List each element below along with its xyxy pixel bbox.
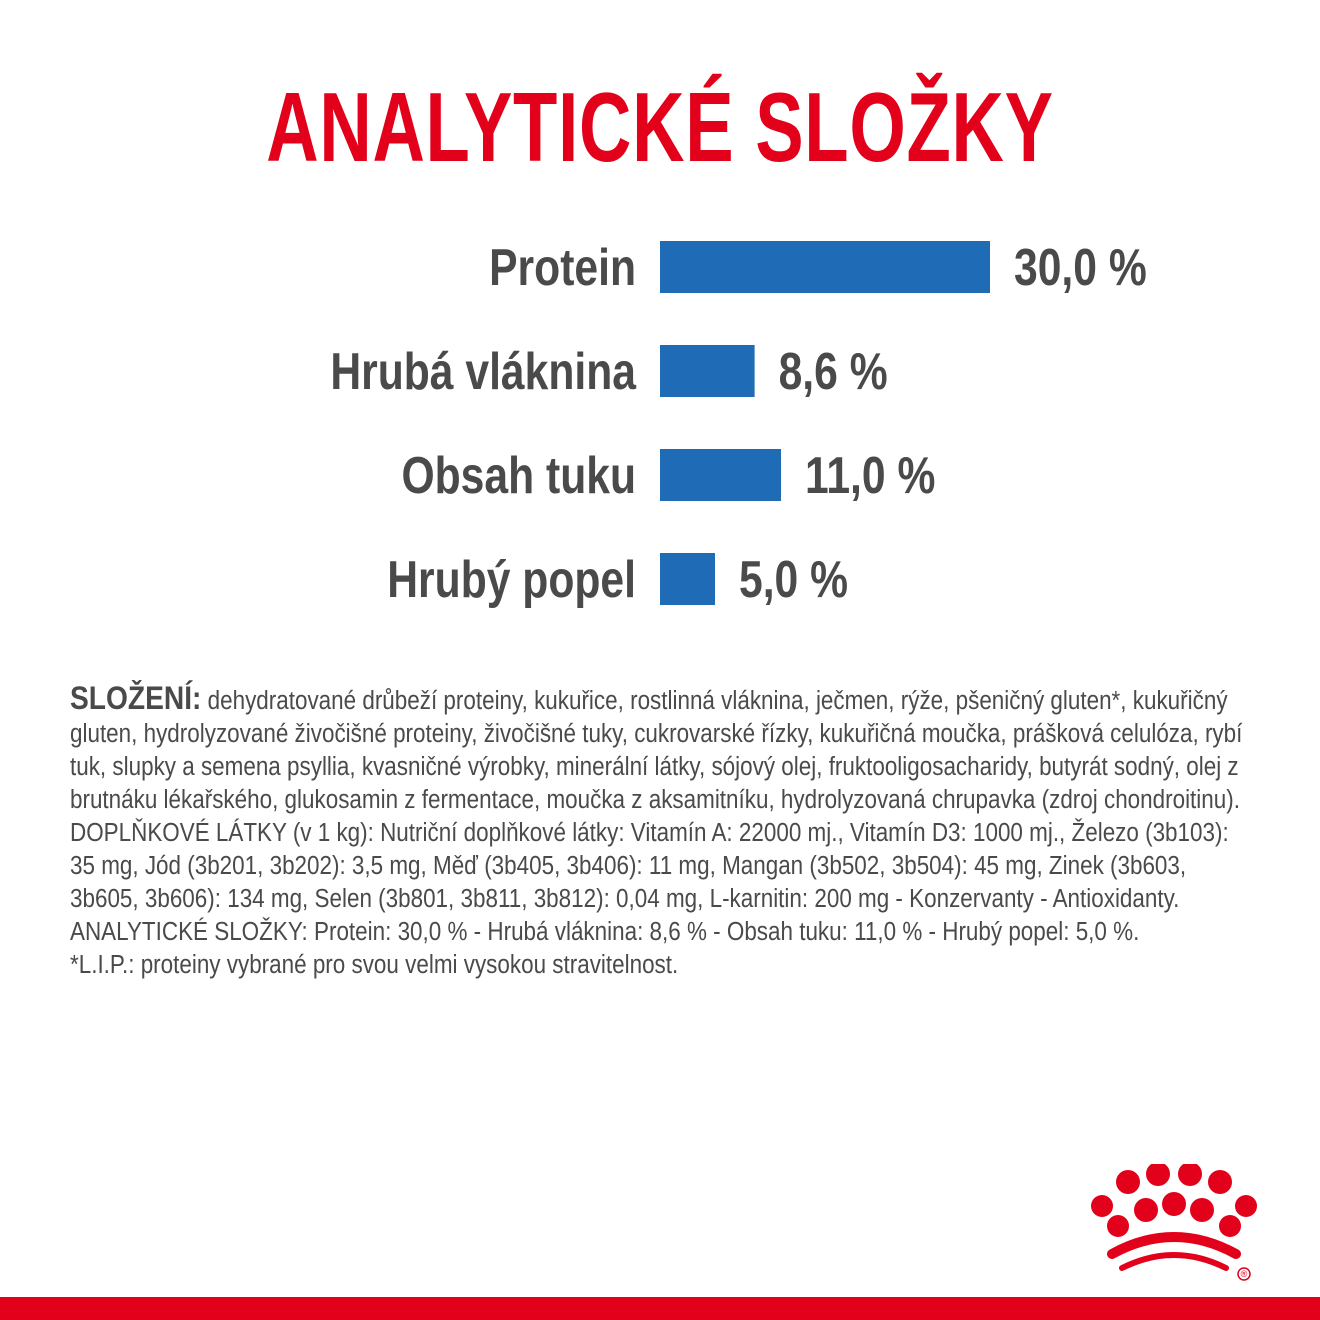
bar [660,553,715,605]
value-label: 11,0 % [805,447,936,506]
composition-heading: SLOŽENÍ: [70,680,202,716]
analytical-summary-text: ANALYTICKÉ SLOŽKY: Protein: 30,0 % - Hrubá vláknina: 8,6 % - Obsah tuku: 11,0 % - Hrubý popel: 5,0 %. [70,918,1140,946]
crown-logo-icon [1082,1164,1262,1284]
value-label: 8,6 % [778,343,888,402]
page-title: ANALYTICKÉ SLOŽKY [266,72,1054,182]
footnote-text: *L.I.P.: proteiny vybrané pro svou velmi vysokou stravitelnost. [70,951,679,979]
category-label: Protein [489,239,636,298]
footer-bar [0,1297,1320,1320]
value-label: 5,0 % [739,551,849,610]
registered-mark: ® [1240,1269,1248,1279]
additives-text: DOPLŇKOVÉ LÁTKY (v 1 kg): Nutriční doplňkové látky: Vitamín A: 22000 mj., Vitamín D3: 1000 mj., Železo (3b103): 35 mg, Jód (3b201, 3b202): 3,5 mg, Měď (3b405, 3b406): 11 mg, Mangan (3b502, 3b504): 45 mg, Zinek (3b603, 3b605, 3b606): 134 mg, Selen (3b801, 3b811, 3b812): 0,04 mg, L-karnitin: 200 mg - Konzervanty - Antioxidanty. [70,819,1229,913]
ingredients-text: dehydratované drůbeží proteiny, kukuřice, rostlinná vláknina, ječmen, rýže, pšeničný gluten*, kukuřičný gluten, hydrolyzované živočišné proteiny, živočišné tuky, cukrovarské řízky, kukuřičná moučka, prášková celulóza, rybí tuk, slupky a semena psyllia, kvasničné výrobky, minerální látky, sójový olej, fruktooligosacharidy, butyrát sodný, olej z brutnáku lékařského, glukosamin z fermentace, moučka z aksamitníku, hydrolyzovaná chrupavka (zdroj chondroitinu). [70,687,1243,814]
composition-text [70,682,1249,982]
category-label: Obsah tuku [401,447,636,506]
category-label: Hrubá vláknina [330,343,636,402]
bar [660,241,990,293]
category-label: Hrubý popel [387,551,636,610]
ingredients-paragraph [70,682,1249,817]
value-label: 30,0 % [1014,239,1147,298]
bar [660,345,755,397]
chart-bars [330,239,1146,609]
bar [660,449,781,501]
